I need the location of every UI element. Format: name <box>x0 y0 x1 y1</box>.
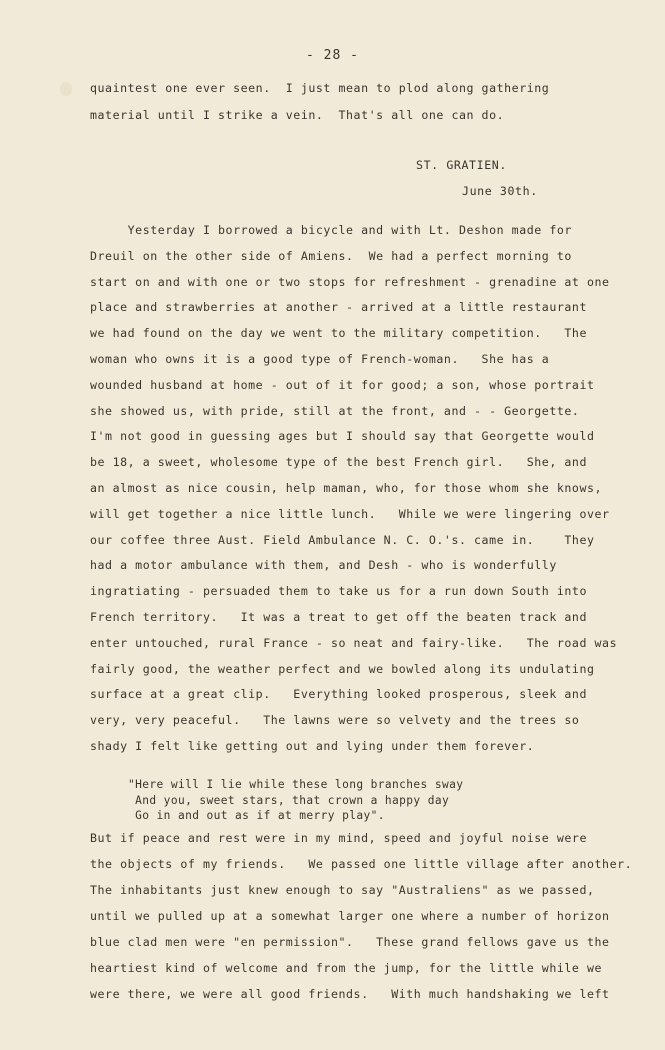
intro-line: material until I strike a vein. That's all one can do. <box>90 108 505 122</box>
body-line: shady I felt like getting out and lying under them forever. <box>90 739 535 753</box>
body-line: surface at a great clip. Everything looked prosperous, sleek and <box>90 687 587 701</box>
body-line: woman who owns it is a good type of French-woman. She has a <box>90 352 550 366</box>
body-line: an almost as nice cousin, help maman, who, for those whom she knows, <box>90 481 603 495</box>
body-line: blue clad men were "en permission". These grand fellows gave us the <box>90 935 610 949</box>
body-line: be 18, a sweet, wholesome type of the best French girl. She, and <box>90 455 587 469</box>
body-line: until we pulled up at a somewhat larger one where a number of horizon <box>90 909 610 923</box>
entry-date-heading: June 30th. <box>462 184 538 198</box>
body-line: were there, we were all good friends. With much handshaking we left <box>90 987 610 1001</box>
body-line: she showed us, with pride, still at the front, and - - Georgette. <box>90 404 580 418</box>
body-line: the objects of my friends. We passed one little village after another. <box>90 857 633 871</box>
verse-line: "Here will I lie while these long branches sway <box>128 778 464 791</box>
paper-stain <box>60 82 72 96</box>
body-line: heartiest kind of welcome and from the jump, for the little while we <box>90 961 603 975</box>
body-line: The inhabitants just knew enough to say "Australiens" as we passed, <box>90 883 595 897</box>
body-line: French territory. It was a treat to get off the beaten track and <box>90 610 587 624</box>
body-line: very, very peaceful. The lawns were so velvety and the trees so <box>90 713 580 727</box>
body-line: start on and with one or two stops for refreshment - grenadine at one <box>90 275 610 289</box>
body-line: we had found on the day we went to the military competition. The <box>90 326 587 340</box>
body-line: ingratiating - persuaded them to take us for a run down South into <box>90 584 587 598</box>
body-line: I'm not good in guessing ages but I should say that Georgette would <box>90 429 595 443</box>
body-line: wounded husband at home - out of it for good; a son, whose portrait <box>90 378 595 392</box>
body-line: had a motor ambulance with them, and Desh - who is wonderfully <box>90 558 557 572</box>
verse-line: Go in and out as if at merry play". <box>128 809 385 822</box>
body-line: our coffee three Aust. Field Ambulance N. C. O.'s. came in. They <box>90 533 595 547</box>
verse-line: And you, sweet stars, that crown a happy day <box>128 794 450 807</box>
body-line: But if peace and rest were in my mind, speed and joyful noise were <box>90 831 587 845</box>
body-line: enter untouched, rural France - so neat and fairy-like. The road was <box>90 636 618 650</box>
body-line: place and strawberries at another - arrived at a little restaurant <box>90 300 587 314</box>
body-line: Dreuil on the other side of Amiens. We had a perfect morning to <box>90 249 572 263</box>
body-line: Yesterday I borrowed a bicycle and with Lt. Deshon made for <box>90 223 572 237</box>
intro-line: quaintest one ever seen. I just mean to plod along gathering <box>90 81 550 95</box>
page-number: - 28 - <box>306 48 359 63</box>
body-line: will get together a nice little lunch. While we were lingering over <box>90 507 610 521</box>
entry-place-heading: ST. GRATIEN. <box>416 158 507 172</box>
body-line: fairly good, the weather perfect and we bowled along its undulating <box>90 662 595 676</box>
